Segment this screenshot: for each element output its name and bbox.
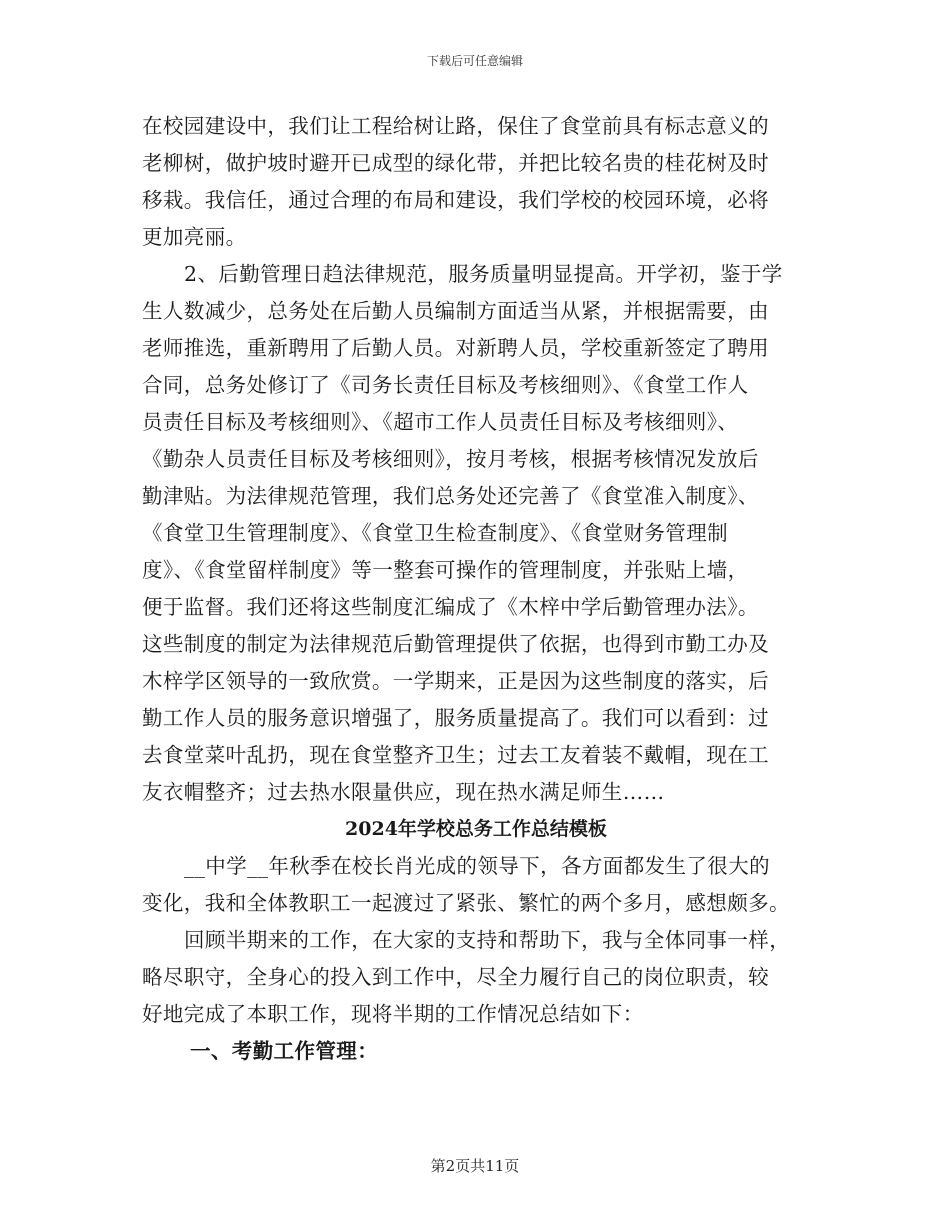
- paragraph-line: 《勤杂人员责任目标及考核细则》，按月考核，根据考核情况发放后: [142, 447, 759, 471]
- paragraph-line: 木梓学区领导的一致欣赏。一学期来，正是因为这些制度的落实，后: [142, 669, 769, 693]
- document-title: 2024年学校总务工作总结模板: [345, 818, 607, 840]
- paragraph-line: 回顾半期来的工作，在大家的支持和帮助下，我与全体同事一样，: [184, 928, 791, 952]
- paragraph-line: 勤工作人员的服务意识增强了，服务质量提高了。我们可以看到：过: [142, 706, 769, 730]
- paragraph-introduction: [142, 848, 810, 922]
- paragraph-line: 这些制度的制定为法律规范后勤管理提供了依据，也得到市勤工办及: [142, 632, 769, 656]
- paragraph-line: 合同，总务处修订了《司务长责任目标及考核细则》、《食堂工作人: [142, 373, 749, 397]
- paragraph-line: 生人数减少，总务处在后勤人员编制方面适当从紧，并根据需要，由: [142, 299, 769, 323]
- paragraph-line: 好地完成了本职工作，现将半期的工作情况总结如下：: [142, 1002, 644, 1026]
- paragraph-line: 去食堂菜叶乱扔，现在食堂整齐卫生；过去工友着装不戴帽，现在工: [142, 743, 769, 767]
- page-number: 第2页共11页: [430, 1157, 520, 1175]
- paragraph-logistics-management: [142, 256, 810, 811]
- paragraph-line: 移栽。我信任，通过合理的布局和建设，我们学校的校园环境，必将: [142, 188, 769, 212]
- paragraph-line: 变化，我和全体教职工一起渡过了紧张、繁忙的两个多月，感想颇多。: [142, 891, 790, 915]
- paragraph-line: 友衣帽整齐；过去热水限量供应，现在热水满足师生……: [142, 780, 665, 804]
- paragraph-line: 《食堂卫生管理制度》、《食堂卫生检查制度》、《食堂财务管理制: [142, 521, 728, 545]
- paragraph-line: 在校园建设中，我们让工程给树让路，保住了食堂前具有标志意义的: [142, 114, 769, 138]
- paragraph-line: 2、后勤管理日趋法律规范，服务质量明显提高。开学初，鉴于学: [184, 262, 783, 286]
- paragraph-campus-construction: [142, 108, 810, 256]
- paragraph-line: 老师推选，重新聘用了后勤人员。对新聘人员，学校重新签定了聘用: [142, 336, 769, 360]
- paragraph-line: 略尽职守，全身心的投入到工作中，尽全力履行自己的岗位职责，较: [142, 965, 769, 989]
- section-heading: 一、考勤工作管理：: [190, 1039, 379, 1063]
- paragraph-review: [142, 922, 810, 1033]
- page-header: 下载后可任意编辑: [426, 54, 523, 68]
- paragraph-line: 勤津贴。为法律规范管理，我们总务处还完善了《食堂准入制度》、: [142, 484, 759, 508]
- paragraph-line: 度》、《食堂留样制度》等一整套可操作的管理制度，并张贴上墙，: [142, 558, 749, 582]
- paragraph-line: 老柳树，做护坡时避开已成型的绿化带，并把比较名贵的桂花树及时: [142, 151, 769, 175]
- document-body: [142, 108, 810, 1070]
- paragraph-line: 更加亮丽。: [142, 225, 247, 249]
- paragraph-line: 员责任目标及考核细则》、《超市工作人员责任目标及考核细则》、: [142, 410, 739, 434]
- paragraph-line: 便于监督。我们还将这些制度汇编成了《木梓中学后勤管理办法》。: [142, 595, 759, 619]
- paragraph-line: __中学__年秋季在校长肖光成的领导下，各方面都发生了很大的: [184, 854, 770, 878]
